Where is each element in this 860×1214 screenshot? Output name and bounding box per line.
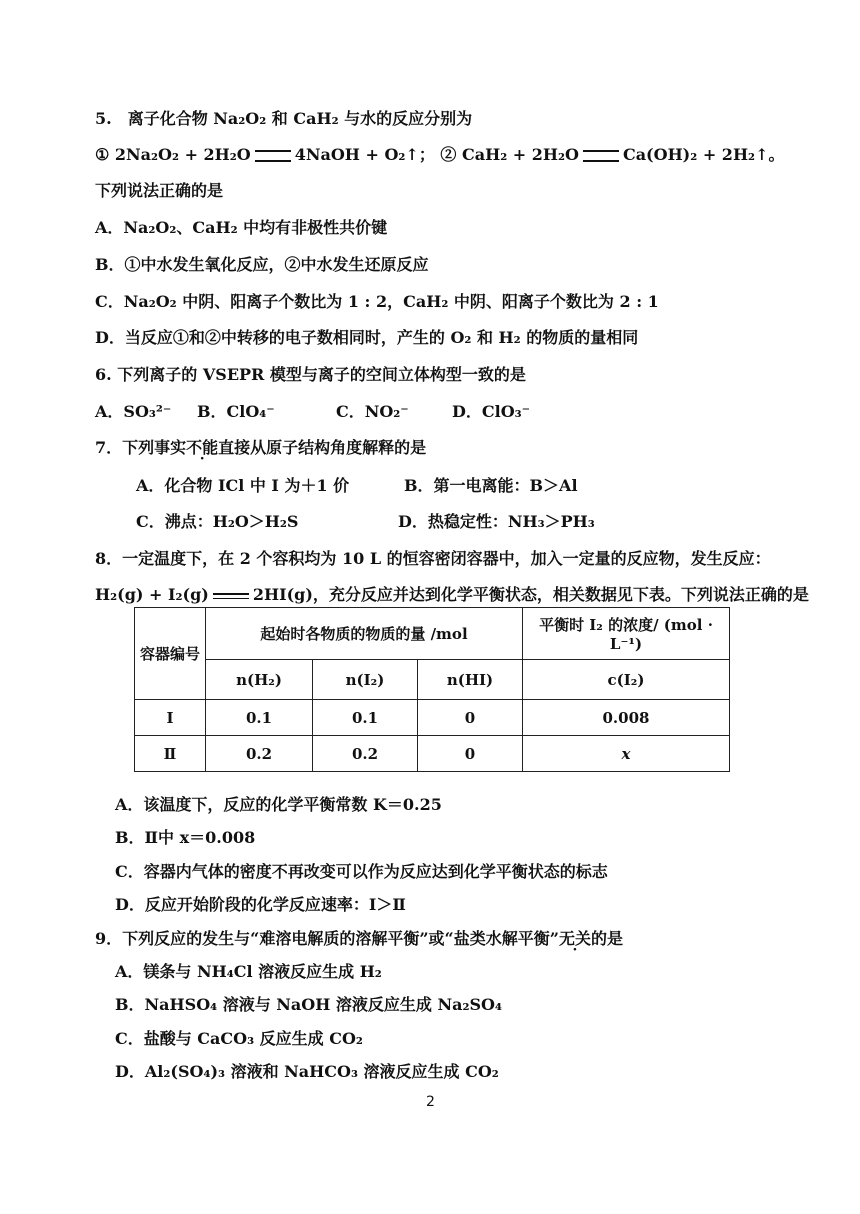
q8-option-a: A．该温度下，反应的化学平衡常数 K＝0.25: [115, 795, 442, 814]
table-row: [135, 700, 730, 736]
q8-data-table: [134, 607, 730, 772]
q9-option-b: B．NaHSO₄ 溶液与 NaOH 溶液反应生成 Na₂SO₄: [115, 995, 502, 1014]
table-subheader: n(HI): [418, 660, 523, 700]
q7-options-row2: [136, 511, 595, 533]
q7-option-a: A．化合物 ICl 中 I 为＋1 价: [136, 476, 350, 495]
q5-option-d: D．当反应①和②中转移的电子数相同时，产生的 O₂ 和 H₂ 的物质的量相同: [95, 328, 639, 347]
q5-option-b: B．①中水发生氧化反应，②中水发生还原反应: [95, 255, 429, 274]
equals-arrow-icon: [255, 150, 291, 162]
q7-stem-pre: 7．下列事实: [95, 438, 187, 457]
q7-stem-post: 直接从原子结构角度解释的是: [218, 438, 427, 457]
table-subheader: c(I₂): [523, 660, 730, 700]
table-cell: 0.2: [313, 736, 418, 772]
q5-option-a: A．Na₂O₂、CaH₂ 中均有非极性共价键: [95, 218, 388, 237]
q7-option-c: C．沸点：H₂O＞H₂S: [136, 512, 299, 531]
q9-option-c: C．盐酸与 CaCO₃ 反应生成 CO₂: [115, 1029, 363, 1048]
q8-option-d: D．反应开始阶段的化学反应速率：Ⅰ＞Ⅱ: [115, 895, 406, 914]
q7-options-row1: [136, 475, 578, 497]
table-cell: Ⅱ: [135, 736, 206, 772]
q9-stem: [95, 928, 623, 950]
table-cell: 0.1: [206, 700, 313, 736]
q9-stem-post: 的是: [590, 929, 623, 948]
q8-equation: [95, 584, 809, 606]
q5-eq1-right: 4NaOH + O₂↑；: [294, 145, 435, 164]
q8-stem: 8．一定温度下，在 2 个容积均为 10 L 的恒容密闭容器中，加入一定量的反应物，发生反应：: [95, 549, 771, 568]
q5-option-c: C．Na₂O₂ 中阴、阳离子个数比为 1 : 2，CaH₂ 中阴、阳离子个数比为 2 : 1: [95, 292, 659, 311]
table-cell: 0.008: [523, 700, 730, 736]
q5-ask: 下列说法正确的是: [95, 181, 224, 200]
q9-option-a: A．镁条与 NH₄Cl 溶液反应生成 H₂: [115, 962, 382, 981]
table-cell: 0.2: [206, 736, 313, 772]
table-cell: Ⅰ: [135, 700, 206, 736]
table-cell: 0: [418, 736, 523, 772]
q7-option-b: B．第一电离能：B＞Al: [404, 476, 578, 495]
q9-option-d: D．Al₂(SO₄)₃ 溶液和 NaHCO₃ 溶液反应生成 CO₂: [115, 1062, 499, 1081]
q9-stem-emphasis: 无关: [558, 929, 591, 948]
q9-stem-pre: 9．下列反应的发生与“难溶电解质的溶解平衡”或“盐类水解平衡”: [95, 929, 559, 948]
reversible-arrow-icon: [213, 591, 249, 601]
equals-arrow-icon: [583, 150, 619, 162]
q8-option-c: C．容器内气体的密度不再改变可以作为反应达到化学平衡状态的标志: [115, 862, 608, 881]
q8-eq-left: H₂(g) + I₂(g): [95, 585, 209, 604]
table-header-start: 起始时各物质的物质的量 /mol: [206, 608, 523, 660]
table-subheader: n(I₂): [313, 660, 418, 700]
table-row: [135, 736, 730, 772]
q7-option-d: D．热稳定性：NH₃＞PH₃: [398, 512, 595, 531]
table-header-eq: 平衡时 I₂ 的浓度/ (mol · L⁻¹): [523, 608, 730, 660]
table-cell: 0.1: [313, 700, 418, 736]
q5-eq1-left: ① 2Na₂O₂ + 2H₂O: [95, 145, 251, 164]
q8-eq-right: 2HI(g)，充分反应并达到化学平衡状态，相关数据见下表。下列说法正确的是: [252, 585, 809, 604]
q6-option-d: D．ClO₃⁻: [452, 402, 531, 421]
q8-option-b: B．Ⅱ中 x＝0.008: [115, 828, 256, 847]
q5-eq2-right: Ca(OH)₂ + 2H₂↑。: [622, 145, 785, 164]
q6-option-c: C．NO₂⁻: [336, 402, 409, 421]
table-cell: 0: [418, 700, 523, 736]
q6-stem: 6. 下列离子的 VSEPR 模型与离子的空间立体构型一致的是: [95, 365, 526, 384]
table-cell: x: [523, 736, 730, 772]
page-number: 2: [426, 1094, 435, 1110]
q5-equations: [95, 144, 784, 166]
q5-stem: 5. 离子化合物 Na₂O₂ 和 CaH₂ 与水的反应分别为: [95, 109, 473, 128]
table-header-id: 容器编号: [135, 608, 206, 700]
q7-stem: [95, 437, 426, 459]
q6-option-a: A．SO₃²⁻: [95, 402, 172, 421]
table-subheader: n(H₂): [206, 660, 313, 700]
q6-option-b: B．ClO₄⁻: [197, 402, 275, 421]
q7-stem-emphasis: 不能: [186, 438, 219, 457]
q5-eq2-left: ② CaH₂ + 2H₂O: [440, 145, 579, 164]
q6-options: [95, 401, 530, 423]
